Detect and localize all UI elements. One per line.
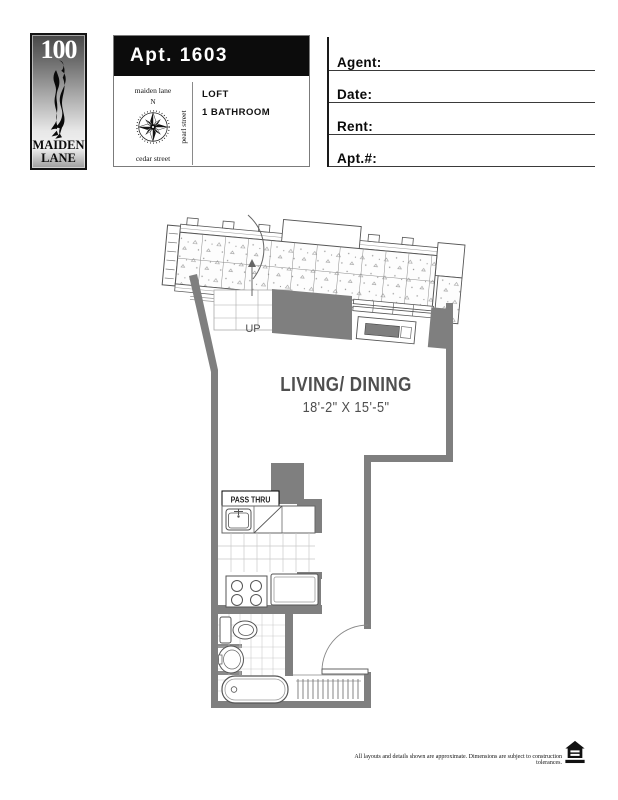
- building-name: MAIDEN LANE: [32, 137, 85, 165]
- kitchen-floor-tiles: [218, 533, 315, 572]
- compass-rose-icon: [134, 108, 172, 146]
- form-label-rent: Rent:: [337, 119, 373, 134]
- wall-right-upper: [446, 303, 453, 462]
- disclaimer-text: All layouts and details shown are approximate. Dimensions are subject to construction tolerances.: [354, 754, 562, 766]
- street-label-cedar-street: cedar street: [135, 154, 171, 163]
- form-line-apt-number: [329, 166, 595, 167]
- unit-bathrooms: 1 BATHROOM: [202, 107, 271, 118]
- bathtub: [222, 676, 288, 703]
- street-label-pearl-street: pearl street: [179, 110, 188, 144]
- closet-hangers: [298, 679, 358, 699]
- mermaid-icon: [44, 59, 74, 141]
- toilet-tank: [220, 617, 231, 643]
- building-number: 100: [40, 35, 77, 64]
- street-label-maiden-lane: maiden lane: [134, 86, 172, 95]
- bathroom-closet-divider: [285, 614, 293, 676]
- room-label: LIVING/ DINING: [280, 372, 412, 396]
- unit-type: LOFT: [202, 89, 229, 100]
- apartment-title: Apt. 1603: [114, 36, 309, 76]
- card-divider: [192, 82, 193, 165]
- form-line-date: [329, 102, 595, 103]
- form-label-agent: Agent:: [337, 55, 382, 70]
- center-wall-mass: [272, 289, 352, 340]
- room-dimensions: 18'-2" X 15'-5": [302, 397, 390, 416]
- stair-label: UP: [245, 323, 261, 335]
- wall-step: [364, 455, 453, 462]
- entry-closet: [293, 625, 368, 699]
- wall-right-lower: [364, 672, 371, 708]
- wall-left: [211, 370, 218, 708]
- form-label-date: Date:: [337, 87, 373, 102]
- building-logo: [30, 33, 87, 170]
- entry-door-leaf: [322, 669, 368, 674]
- equal-housing-opportunity-icon: [564, 740, 586, 765]
- refrigerator-counter: [271, 574, 318, 605]
- wall-right-mid: [364, 458, 371, 629]
- pass-thru-label: PASS THRU: [230, 494, 271, 505]
- entry-door-swing: [322, 625, 368, 671]
- apartment-card: [113, 35, 310, 167]
- compass-north-label: N: [150, 98, 156, 106]
- kitchen: [218, 491, 318, 607]
- form-line-agent: [329, 70, 595, 71]
- form-line-rent: [329, 134, 595, 135]
- kitchen-wall-upper: [315, 499, 322, 533]
- band-right-cap: [435, 243, 465, 278]
- form-label-apt-number: Apt.#:: [337, 151, 378, 166]
- bathroom: [218, 614, 288, 703]
